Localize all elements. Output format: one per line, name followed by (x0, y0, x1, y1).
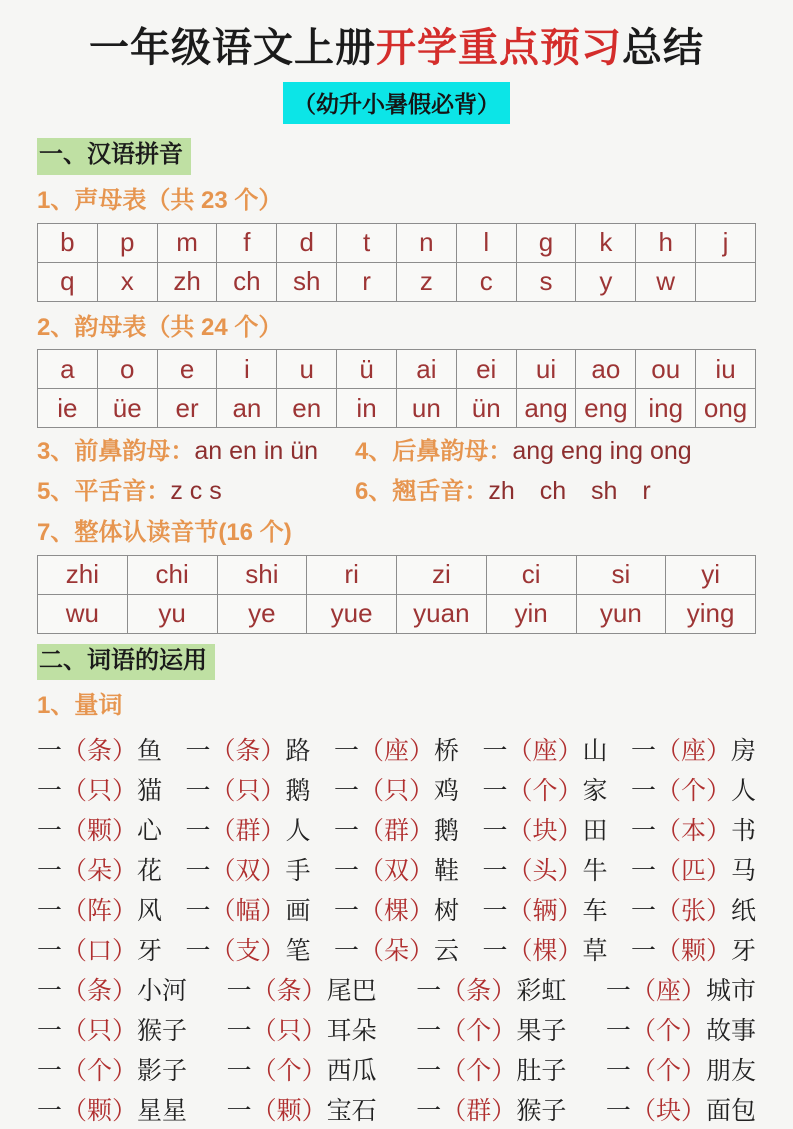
measure-word-item (482, 731, 607, 767)
measure-prefix: 一 (185, 897, 211, 926)
measure-noun: 风 (137, 897, 163, 926)
measure-word-item (334, 931, 459, 967)
measure-prefix: 一 (185, 737, 211, 766)
measure-word-item (482, 931, 607, 967)
measure-words-subheading: 1、量词 (37, 692, 123, 720)
measure-word-row (37, 1089, 756, 1129)
pinyin-cell: x (97, 262, 157, 301)
measure-prefix: 一 (226, 1017, 252, 1046)
measure-word: （个） (251, 1057, 327, 1086)
measure-word-row (37, 769, 756, 809)
measure-prefix: 一 (416, 1017, 442, 1046)
measure-noun: 牙 (137, 937, 163, 966)
measure-noun: 故事 (705, 1017, 756, 1046)
pinyin-cell: ye (217, 594, 307, 633)
measure-noun: 树 (434, 897, 460, 926)
back-nasal-pair (355, 436, 692, 467)
measure-noun: 人 (285, 817, 311, 846)
curled-tongue-pair (355, 476, 651, 507)
measure-word-item (606, 1011, 756, 1047)
measure-noun: 猴子 (137, 1017, 188, 1046)
pinyin-cell: chi (127, 555, 217, 594)
measure-noun: 面包 (705, 1097, 756, 1126)
pinyin-cell: k (576, 223, 636, 262)
measure-noun: 耳朵 (326, 1017, 377, 1046)
pinyin-cell: z (396, 262, 456, 301)
measure-noun: 云 (434, 937, 460, 966)
measure-word-list (37, 729, 756, 1129)
measure-word: （幅） (210, 897, 286, 926)
measure-word-item (37, 931, 162, 967)
measure-word-item (334, 731, 459, 767)
measure-prefix: 一 (226, 1057, 252, 1086)
pinyin-cell: zh (157, 262, 217, 301)
finals-heading: 2、韵母表（共 24 个） (37, 313, 283, 341)
measure-prefix: 一 (37, 897, 63, 926)
measure-word-item (37, 811, 162, 847)
measure-word-item (37, 851, 162, 887)
section-1-heading-text: 一、汉语拼音 (37, 138, 191, 175)
measure-word-item (482, 851, 607, 887)
measure-word: （本） (655, 817, 731, 846)
initials-table (37, 223, 756, 302)
measure-noun: 彩虹 (516, 977, 567, 1006)
measure-word: （座） (507, 737, 583, 766)
measure-prefix: 一 (605, 977, 631, 1006)
measure-word: （块） (630, 1097, 706, 1126)
measure-word-item (227, 971, 377, 1007)
measure-prefix: 一 (333, 737, 359, 766)
measure-word: （颗） (62, 1097, 138, 1126)
pinyin-cell: üe (97, 389, 157, 428)
measure-word-item (37, 1011, 187, 1047)
measure-noun: 画 (285, 897, 311, 926)
measure-word-item (227, 1011, 377, 1047)
pinyin-cell: eng (576, 389, 636, 428)
measure-word: （条） (62, 977, 138, 1006)
measure-word-item (185, 771, 310, 807)
measure-word: （朵） (358, 937, 434, 966)
initials-heading: 1、声母表（共 23 个） (37, 186, 283, 214)
front-nasal-pair (37, 436, 355, 467)
measure-noun: 影子 (137, 1057, 188, 1086)
curled-tongue-label: 6、翘舌音： (355, 477, 489, 505)
measure-prefix: 一 (226, 1097, 252, 1126)
pinyin-cell: f (217, 223, 277, 262)
measure-word: （双） (358, 857, 434, 886)
pinyin-cell: b (38, 223, 98, 262)
pinyin-cell: yin (486, 594, 576, 633)
title-black-part-1: 一年级语文上册 (89, 26, 376, 70)
measure-word-item (334, 771, 459, 807)
flat-tongue-pair (37, 476, 355, 507)
pinyin-table-row (38, 350, 756, 389)
pinyin-cell: g (516, 223, 576, 262)
pinyin-table-row (38, 555, 756, 594)
measure-prefix: 一 (416, 1097, 442, 1126)
measure-noun: 猴子 (516, 1097, 567, 1126)
measure-noun: 房 (730, 737, 756, 766)
measure-word: （双） (210, 857, 286, 886)
measure-word: （条） (62, 737, 138, 766)
measure-word: （颗） (251, 1097, 327, 1126)
measure-prefix: 一 (482, 737, 508, 766)
measure-noun: 星星 (137, 1097, 188, 1126)
whole-syllables-heading: 7、整体认读音节(16 个) (37, 518, 292, 546)
measure-word-item (227, 1051, 377, 1087)
measure-prefix: 一 (482, 817, 508, 846)
measure-prefix: 一 (37, 1017, 63, 1046)
measure-noun: 小河 (137, 977, 188, 1006)
pinyin-cell: si (576, 555, 666, 594)
pinyin-cell: yue (307, 594, 397, 633)
measure-word: （颗） (62, 817, 138, 846)
measure-prefix: 一 (226, 977, 252, 1006)
measure-prefix: 一 (333, 937, 359, 966)
measure-word-item (185, 931, 310, 967)
pinyin-cell: ri (307, 555, 397, 594)
measure-word-item (334, 851, 459, 887)
measure-word-row (37, 1009, 756, 1049)
pinyin-cell: r (337, 262, 397, 301)
pinyin-cell: ang (516, 389, 576, 428)
pinyin-cell: u (277, 350, 337, 389)
measure-word-row (37, 1049, 756, 1089)
measure-prefix: 一 (37, 937, 63, 966)
measure-noun: 田 (582, 817, 608, 846)
pinyin-cell: un (396, 389, 456, 428)
pinyin-table-row (38, 223, 756, 262)
pinyin-cell: i (217, 350, 277, 389)
pinyin-cell: n (396, 223, 456, 262)
pinyin-cell: o (97, 350, 157, 389)
measure-word: （群） (210, 817, 286, 846)
measure-word-item (185, 891, 310, 927)
measure-prefix: 一 (185, 937, 211, 966)
pinyin-cell: ai (396, 350, 456, 389)
pinyin-cell: p (97, 223, 157, 262)
measure-word-item (37, 771, 162, 807)
measure-prefix: 一 (605, 1097, 631, 1126)
pinyin-cell: shi (217, 555, 307, 594)
measure-prefix: 一 (482, 857, 508, 886)
measure-word: （群） (441, 1097, 517, 1126)
pinyin-cell: s (516, 262, 576, 301)
pinyin-cell: h (636, 223, 696, 262)
measure-prefix: 一 (333, 897, 359, 926)
pinyin-cell: yu (127, 594, 217, 633)
subtitle-badge: （幼升小暑假必背） (283, 82, 510, 124)
back-nasal-label: 4、后鼻韵母： (355, 438, 513, 466)
measure-word-item (416, 1051, 566, 1087)
flat-tongue-label: 5、平舌音： (37, 477, 171, 505)
measure-prefix: 一 (630, 897, 656, 926)
pinyin-table-row (38, 262, 756, 301)
measure-word: （辆） (507, 897, 583, 926)
measure-noun: 西瓜 (326, 1057, 377, 1086)
measure-noun: 纸 (730, 897, 756, 926)
flat-tongue-value: z c s (170, 476, 222, 505)
measure-noun: 书 (730, 817, 756, 846)
measure-noun: 桥 (434, 737, 460, 766)
measure-word: （座） (630, 977, 706, 1006)
measure-word: （个） (655, 777, 731, 806)
measure-word-item (606, 971, 756, 1007)
measure-noun: 车 (582, 897, 608, 926)
measure-word-row (37, 809, 756, 849)
measure-word-row (37, 969, 756, 1009)
measure-word-item (482, 891, 607, 927)
measure-word: （棵） (358, 897, 434, 926)
measure-word-item (631, 771, 756, 807)
pinyin-cell: an (217, 389, 277, 428)
measure-word: （头） (507, 857, 583, 886)
subtitle-row (37, 82, 756, 124)
measure-word-item (416, 1011, 566, 1047)
title-black-part-2: 总结 (622, 26, 704, 70)
measure-word-row (37, 729, 756, 769)
measure-noun: 笔 (285, 937, 311, 966)
measure-prefix: 一 (630, 857, 656, 886)
measure-noun: 家 (582, 777, 608, 806)
measure-prefix: 一 (185, 777, 211, 806)
measure-word: （匹） (655, 857, 731, 886)
measure-prefix: 一 (630, 937, 656, 966)
measure-noun: 花 (137, 857, 163, 886)
measure-word-item (37, 971, 187, 1007)
measure-word-item (631, 891, 756, 927)
measure-noun: 鞋 (434, 857, 460, 886)
measure-prefix: 一 (37, 1057, 63, 1086)
nasal-finals-line (37, 436, 756, 467)
pinyin-cell: sh (277, 262, 337, 301)
measure-word-row (37, 889, 756, 929)
measure-word-item (631, 931, 756, 967)
pinyin-table-row (38, 389, 756, 428)
page-title (37, 24, 756, 72)
pinyin-cell: en (277, 389, 337, 428)
measure-word: （条） (441, 977, 517, 1006)
measure-prefix: 一 (37, 817, 63, 846)
measure-word-item (185, 731, 310, 767)
measure-prefix: 一 (482, 937, 508, 966)
measure-word: （个） (441, 1017, 517, 1046)
measure-word-item (37, 731, 162, 767)
measure-noun: 果子 (516, 1017, 567, 1046)
pinyin-cell: ie (38, 389, 98, 428)
measure-word: （个） (630, 1057, 706, 1086)
measure-noun: 马 (730, 857, 756, 886)
pinyin-cell: zhi (38, 555, 128, 594)
measure-prefix: 一 (185, 857, 211, 886)
measure-word-item (631, 731, 756, 767)
measure-noun: 肚子 (516, 1057, 567, 1086)
pinyin-cell: wu (38, 594, 128, 633)
measure-word-item (631, 811, 756, 847)
back-nasal-value: ang eng ing ong (512, 437, 692, 466)
measure-word: （只） (358, 777, 434, 806)
front-nasal-value: an en in ün (194, 437, 319, 466)
title-red-part: 开学重点预习 (376, 26, 622, 70)
measure-word-item (416, 971, 566, 1007)
measure-noun: 鹅 (285, 777, 311, 806)
measure-prefix: 一 (630, 737, 656, 766)
pinyin-cell: ci (486, 555, 576, 594)
pinyin-cell: w (636, 262, 696, 301)
measure-word: （张） (655, 897, 731, 926)
measure-prefix: 一 (333, 857, 359, 886)
measure-word: （个） (62, 1057, 138, 1086)
measure-noun: 牛 (582, 857, 608, 886)
measure-word: （颗） (655, 937, 731, 966)
measure-word: （口） (62, 937, 138, 966)
measure-noun: 草 (582, 937, 608, 966)
measure-prefix: 一 (416, 977, 442, 1006)
measure-word-row (37, 849, 756, 889)
pinyin-cell: e (157, 350, 217, 389)
measure-noun: 山 (582, 737, 608, 766)
pinyin-cell: q (38, 262, 98, 301)
pinyin-cell: zi (397, 555, 487, 594)
measure-noun: 手 (285, 857, 311, 886)
measure-word-item (185, 851, 310, 887)
pinyin-cell: ying (666, 594, 756, 633)
front-nasal-label: 3、前鼻韵母： (37, 438, 195, 466)
measure-prefix: 一 (416, 1057, 442, 1086)
measure-word: （条） (251, 977, 327, 1006)
pinyin-cell (696, 262, 756, 301)
measure-word-item (37, 1051, 187, 1087)
measure-word: （群） (358, 817, 434, 846)
measure-word: （座） (655, 737, 731, 766)
measure-word-item (482, 771, 607, 807)
pinyin-cell: m (157, 223, 217, 262)
measure-word: （个） (630, 1017, 706, 1046)
measure-prefix: 一 (37, 857, 63, 886)
measure-noun: 宝石 (326, 1097, 377, 1126)
pinyin-cell: ong (696, 389, 756, 428)
measure-noun: 城市 (705, 977, 756, 1006)
pinyin-cell: iu (696, 350, 756, 389)
measure-noun: 人 (730, 777, 756, 806)
measure-noun: 鸡 (434, 777, 460, 806)
pinyin-cell: y (576, 262, 636, 301)
pinyin-cell: yun (576, 594, 666, 633)
measure-prefix: 一 (185, 817, 211, 846)
measure-word-item (631, 851, 756, 887)
tongue-sounds-line (37, 476, 756, 507)
measure-prefix: 一 (333, 817, 359, 846)
measure-word-item (185, 811, 310, 847)
measure-noun: 鹅 (434, 817, 460, 846)
measure-word: （朵） (62, 857, 138, 886)
pinyin-cell: ao (576, 350, 636, 389)
measure-word: （只） (62, 777, 138, 806)
measure-word: （个） (441, 1057, 517, 1086)
section-2-heading (37, 644, 756, 681)
measure-word-item (334, 891, 459, 927)
finals-table (37, 349, 756, 428)
measure-word: （个） (507, 777, 583, 806)
pinyin-cell: a (38, 350, 98, 389)
section-2-heading-text: 二、词语的运用 (37, 644, 215, 681)
measure-prefix: 一 (605, 1017, 631, 1046)
pinyin-cell: ü (337, 350, 397, 389)
pinyin-cell: ing (636, 389, 696, 428)
measure-prefix: 一 (37, 1097, 63, 1126)
pinyin-cell: ou (636, 350, 696, 389)
measure-noun: 鱼 (137, 737, 163, 766)
measure-noun: 猫 (137, 777, 163, 806)
pinyin-table-row (38, 594, 756, 633)
measure-noun: 尾巴 (326, 977, 377, 1006)
pinyin-cell: ei (456, 350, 516, 389)
measure-word: （条） (210, 737, 286, 766)
measure-word-item (37, 891, 162, 927)
pinyin-cell: yuan (397, 594, 487, 633)
measure-prefix: 一 (333, 777, 359, 806)
measure-word-item (334, 811, 459, 847)
section-1-heading (37, 138, 756, 175)
pinyin-cell: ui (516, 350, 576, 389)
pinyin-cell: er (157, 389, 217, 428)
whole-syllables-table (37, 555, 756, 634)
measure-word: （阵） (62, 897, 138, 926)
measure-prefix: 一 (630, 777, 656, 806)
measure-word: （支） (210, 937, 286, 966)
measure-noun: 路 (285, 737, 311, 766)
measure-prefix: 一 (605, 1057, 631, 1086)
measure-word: （块） (507, 817, 583, 846)
pinyin-cell: t (337, 223, 397, 262)
measure-prefix: 一 (482, 897, 508, 926)
measure-word: （只） (210, 777, 286, 806)
pinyin-cell: d (277, 223, 337, 262)
pinyin-cell: j (696, 223, 756, 262)
pinyin-cell: ch (217, 262, 277, 301)
pinyin-cell: l (456, 223, 516, 262)
measure-word: （座） (358, 737, 434, 766)
measure-word: （棵） (507, 937, 583, 966)
pinyin-cell: ün (456, 389, 516, 428)
measure-word: （只） (62, 1017, 138, 1046)
measure-word-item (482, 811, 607, 847)
measure-prefix: 一 (37, 737, 63, 766)
measure-noun: 心 (137, 817, 163, 846)
measure-word: （只） (251, 1017, 327, 1046)
pinyin-cell: c (456, 262, 516, 301)
measure-noun: 朋友 (705, 1057, 756, 1086)
pinyin-cell: in (337, 389, 397, 428)
curled-tongue-value: zh ch sh r (488, 476, 651, 505)
measure-prefix: 一 (482, 777, 508, 806)
measure-prefix: 一 (630, 817, 656, 846)
measure-prefix: 一 (37, 777, 63, 806)
measure-word-row (37, 929, 756, 969)
pinyin-cell: yi (666, 555, 756, 594)
measure-prefix: 一 (37, 977, 63, 1006)
measure-noun: 牙 (730, 937, 756, 966)
measure-word-item (606, 1051, 756, 1087)
